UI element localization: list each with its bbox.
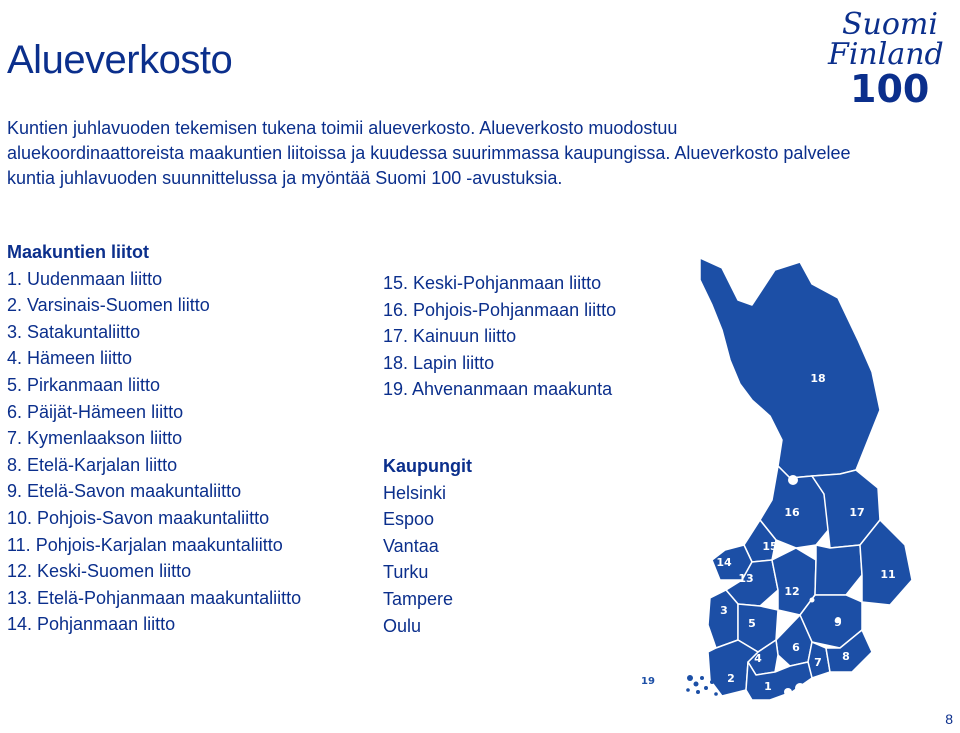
finland-regions-map xyxy=(630,255,960,705)
region-item: 15. Keski-Pohjanmaan liitto xyxy=(383,273,602,293)
intro-paragraph xyxy=(7,116,957,191)
region-item: 5. Pirkanmaan liitto xyxy=(7,374,161,395)
region-item: 6. Päijät-Hämeen liitto xyxy=(7,401,184,422)
region-item: 19. Ahvenanmaan maakunta xyxy=(383,379,613,400)
map-label: 19 xyxy=(641,676,655,687)
city-item: Helsinki xyxy=(383,482,447,503)
region-item: 12. Keski-Suomen liitto xyxy=(7,561,192,582)
map-label: 2 xyxy=(727,672,735,685)
suomi-finland-100-logo xyxy=(820,2,960,107)
map-label: 12 xyxy=(784,585,800,598)
region-item: 8. Etelä-Karjalan liitto xyxy=(7,454,178,475)
city-item: Tampere xyxy=(383,588,454,609)
map-region-18 xyxy=(700,258,880,478)
map-label: 15 xyxy=(762,540,778,553)
cities-heading: Kaupungit xyxy=(383,456,472,476)
intro-line: Kuntien juhlavuoden tekemisen tukena toimii alueverkosto. Alueverkosto muodostuu xyxy=(7,118,678,138)
map-label: 6 xyxy=(792,641,800,654)
map-label: 4 xyxy=(754,652,762,665)
city-item: Vantaa xyxy=(383,535,439,556)
region-item: 9. Etelä-Savon maakuntaliitto xyxy=(7,481,242,502)
map-label: 3 xyxy=(720,604,728,617)
map-label: 17 xyxy=(849,506,865,519)
region-item: 11. Pohjois-Karjalan maakuntaliitto xyxy=(7,534,283,555)
region-item: 18. Lapin liitto xyxy=(383,352,495,373)
map-label: 5 xyxy=(748,617,756,630)
city-item: Espoo xyxy=(383,509,435,530)
region-item: 10. Pohjois-Savon maakuntaliitto xyxy=(7,507,270,528)
logo-word-finland: Finland xyxy=(828,37,944,72)
cities-list xyxy=(383,453,472,639)
region-item: 14. Pohjanmaan liitto xyxy=(7,614,176,635)
region-item: 3. Satakuntaliitto xyxy=(7,321,141,342)
intro-line: kuntia juhlavuoden suunnittelussa ja myöntää Suomi 100 -avustuksia. xyxy=(7,168,563,188)
logo-number: 100 xyxy=(850,67,930,107)
map-label: 7 xyxy=(814,656,822,669)
map-label: 16 xyxy=(784,506,800,519)
region-item: 13. Etelä-Pohjanmaan maakuntaliitto xyxy=(7,587,302,608)
map-label: 8 xyxy=(842,650,850,663)
region-item: 2. Varsinais-Suomen liitto xyxy=(7,295,210,316)
map-region-10 xyxy=(815,545,862,595)
intro-line: aluekoordinaattoreista maakuntien liitoissa ja kuudessa suurimmassa kaupungissa. Alueverkosto palvelee xyxy=(7,143,851,163)
map-label: 18 xyxy=(810,372,826,385)
map-label: 13 xyxy=(738,572,754,585)
map-label: 1 xyxy=(764,680,772,693)
map-label: 9 xyxy=(834,616,842,629)
region-item: 16. Pohjois-Pohjanmaan liitto xyxy=(383,299,617,320)
regions-heading: Maakuntien liitot xyxy=(7,242,150,262)
map-region-3 xyxy=(708,590,738,648)
region-item: 1. Uudenmaan liitto xyxy=(7,268,163,289)
city-item: Oulu xyxy=(383,615,422,636)
region-item: 4. Hämeen liitto xyxy=(7,348,133,369)
regions-list-left xyxy=(7,239,301,638)
page-title: Alueverkosto xyxy=(7,38,233,82)
region-item: 17. Kainuun liitto xyxy=(383,326,517,347)
regions-list-right xyxy=(383,270,616,403)
region-item: 7. Kymenlaakson liitto xyxy=(7,428,183,449)
logo-word-suomi: Suomi xyxy=(842,7,938,42)
map-label: 14 xyxy=(716,556,732,569)
page-number: 8 xyxy=(945,711,953,727)
map-label: 11 xyxy=(880,568,896,581)
city-item: Turku xyxy=(383,562,429,583)
